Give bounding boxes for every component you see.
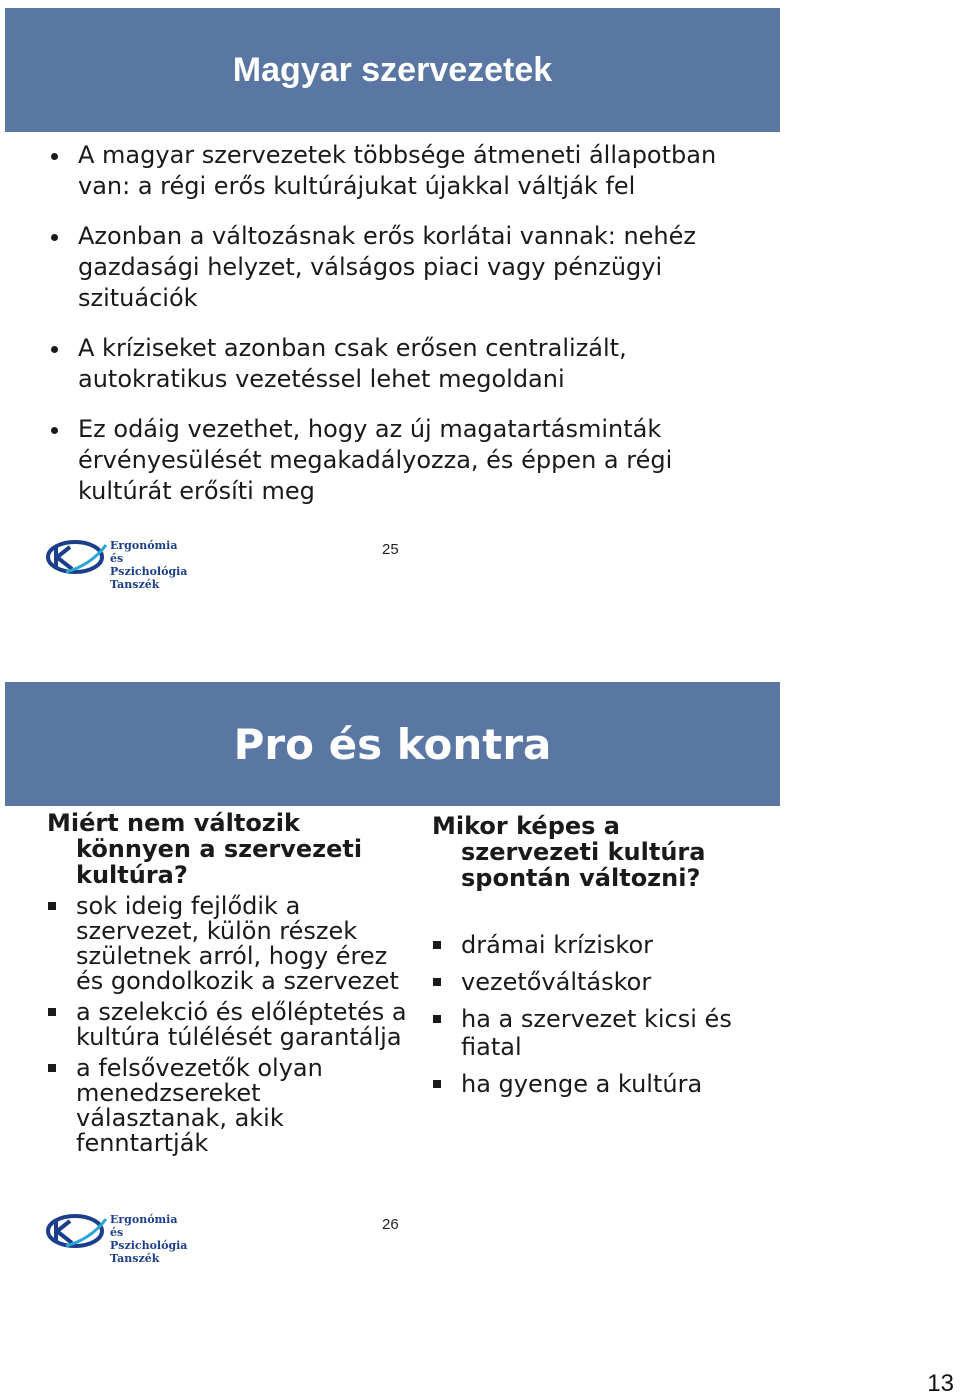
bullet-item <box>48 221 748 314</box>
logo-swoosh-icon <box>46 1213 108 1249</box>
slide-title: Magyar szervezetek <box>232 50 553 89</box>
logo-swoosh-icon <box>46 539 108 575</box>
left-column <box>47 810 407 1156</box>
right-list <box>432 931 752 1098</box>
square-bullet-icon <box>433 941 441 949</box>
bullet-text: A kríziseket azonban csak erősen centralizált, autokratikus vezetéssel lehet megoldani <box>78 334 627 393</box>
slide-title: Pro és kontra <box>233 719 552 769</box>
slide-magyar-szervezetek <box>0 0 960 600</box>
list-item <box>432 931 752 959</box>
title-bar <box>5 682 780 806</box>
bullet-list <box>48 140 748 526</box>
left-list <box>47 894 407 1156</box>
bullet-item <box>48 333 748 395</box>
list-item <box>432 1070 752 1098</box>
square-bullet-icon <box>433 1015 441 1023</box>
square-bullet-icon <box>48 1064 56 1072</box>
bullet-dot-icon <box>51 346 58 353</box>
slide-pro-es-kontra <box>0 680 960 1280</box>
logo-text: Ergonómia és Pszichológia Tanszék <box>110 539 188 591</box>
list-item-text: drámai kríziskor <box>461 931 653 959</box>
list-item-text: a felsővezetők olyan menedzsereket választanak, akik fenntartják <box>76 1054 323 1157</box>
bullet-text: Azonban a változásnak erős korlátai vannak: nehéz gazdasági helyzet, válságos piaci vagy pénzügyi szituációk <box>78 222 696 312</box>
bullet-dot-icon <box>51 427 58 434</box>
list-item-text: ha gyenge a kultúra <box>461 1070 703 1098</box>
bullet-item <box>48 140 748 202</box>
list-item-text: sok ideig fejlődik a szervezet, külön részek születnek arról, hogy érez és gondolkozik a szervezet <box>76 892 399 995</box>
list-item-text: ha a szervezet kicsi és fiatal <box>461 1005 732 1061</box>
right-column <box>432 813 752 1107</box>
square-bullet-icon <box>48 1008 56 1016</box>
slide-number: 26 <box>382 1216 399 1233</box>
bullet-text: Ez odáig vezethet, hogy az új magatartásminták érvényesülését megakadályozza, és éppen a régi kultúrát erősíti meg <box>78 415 673 505</box>
square-bullet-icon <box>48 902 56 910</box>
bullet-dot-icon <box>51 153 58 160</box>
list-item <box>47 1056 407 1156</box>
right-heading: Mikor képes a szervezeti kultúra spontán változni? <box>432 812 706 892</box>
list-item-text: a szelekció és előléptetés a kultúra túlélését garantálja <box>76 998 407 1051</box>
bullet-text: A magyar szervezetek többsége átmeneti állapotban van: a régi erős kultúrájukat újakkal váltják fel <box>78 141 717 200</box>
bullet-dot-icon <box>51 234 58 241</box>
square-bullet-icon <box>433 1080 441 1088</box>
logo-text: Ergonómia és Pszichológia Tanszék <box>110 1213 188 1265</box>
slide-number: 25 <box>382 541 399 558</box>
list-item <box>432 968 752 996</box>
title-bar <box>5 8 780 132</box>
list-item <box>432 1005 752 1061</box>
list-item <box>47 1000 407 1050</box>
sheet-page-number: 13 <box>927 1370 954 1397</box>
bullet-item <box>48 414 748 507</box>
left-heading: Miért nem változik könnyen a szervezeti kultúra? <box>47 809 363 889</box>
list-item-text: vezetőváltáskor <box>461 968 652 996</box>
list-item <box>47 894 407 994</box>
square-bullet-icon <box>433 978 441 986</box>
department-logo <box>46 1213 188 1265</box>
department-logo <box>46 539 188 591</box>
